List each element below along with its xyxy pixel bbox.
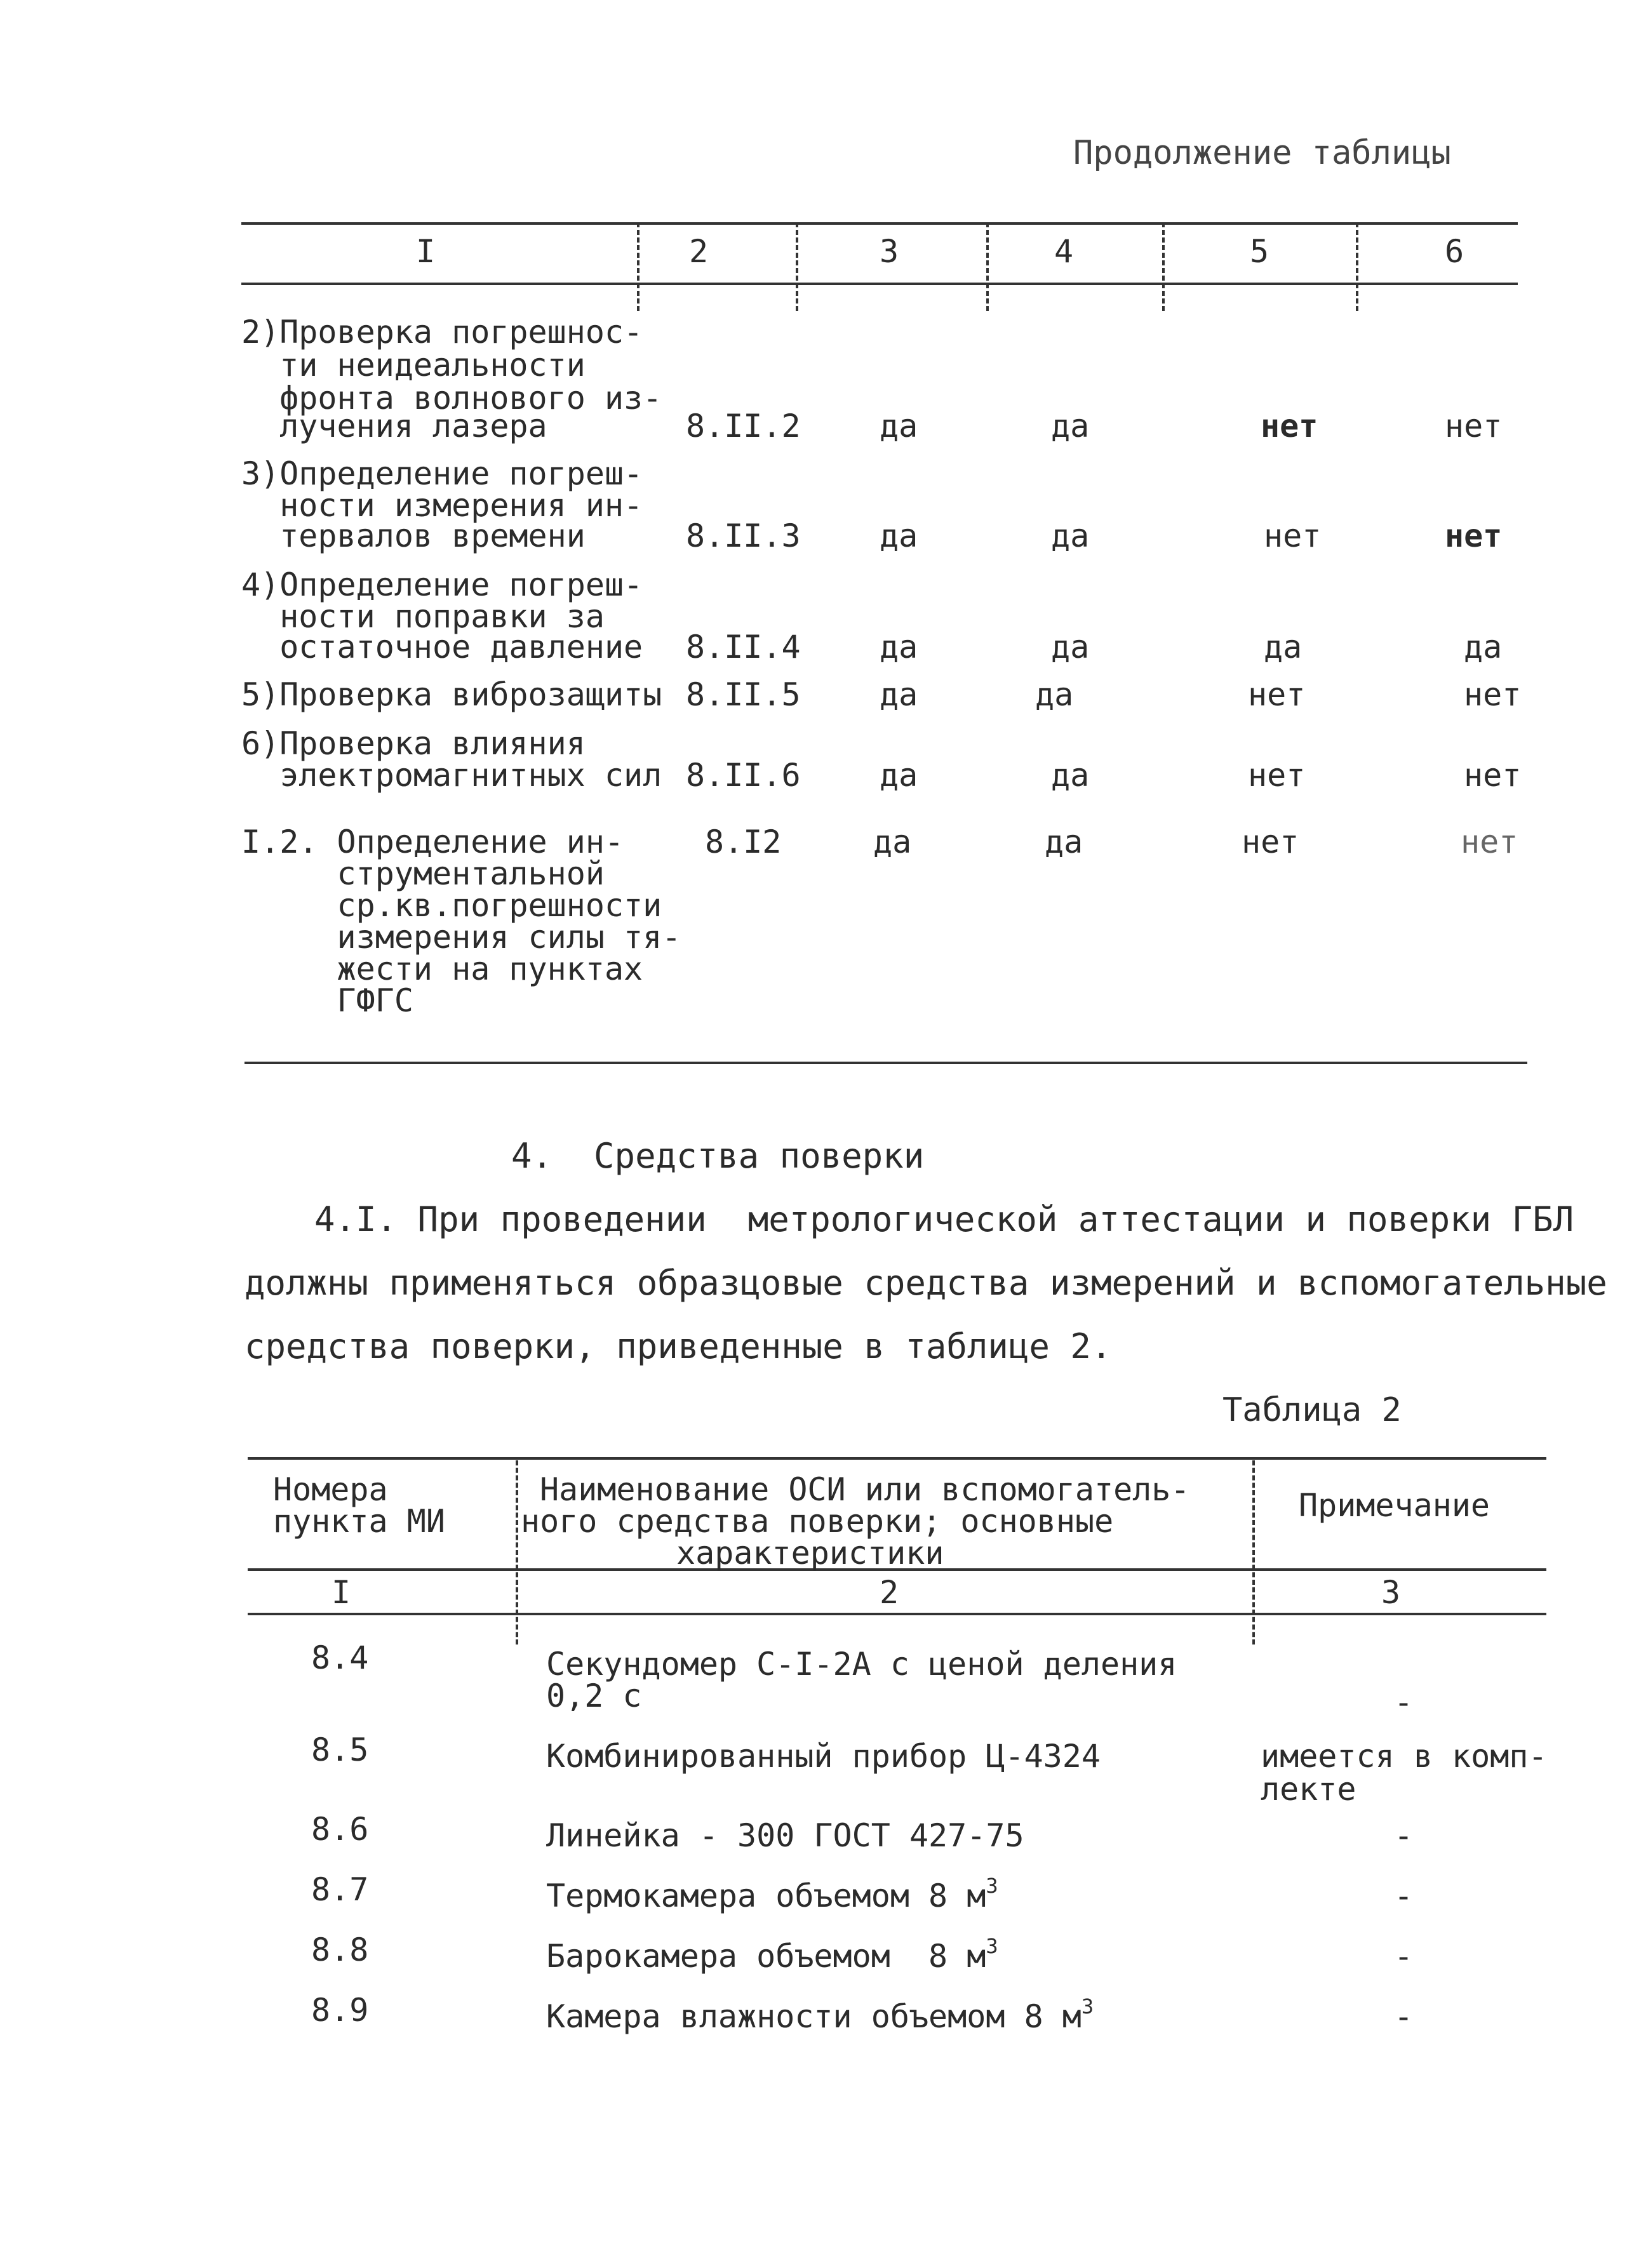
row-name-line: остаточное давление <box>241 629 643 665</box>
row-col6: нет <box>1445 408 1503 444</box>
table2-header-col3: Примечание <box>1299 1487 1490 1524</box>
row-name-line: ГФГС <box>241 982 413 1019</box>
row-col4: да <box>1051 629 1090 665</box>
row-col4: да <box>1051 408 1090 444</box>
section-heading: 4. Средства поверки <box>511 1136 925 1176</box>
row-note: - <box>1394 1938 1414 1975</box>
row-name-line: ср.кв.погрешности <box>241 887 662 924</box>
table1-header-col5: 5 <box>1250 233 1269 270</box>
row-col6: нет <box>1461 824 1518 860</box>
superscript: 3 <box>986 1874 998 1898</box>
row-note: - <box>1394 1817 1414 1854</box>
superscript: 3 <box>986 1934 998 1958</box>
table2-divider-2 <box>1252 1460 1255 1644</box>
row-name-line: 5)Проверка виброзащиты <box>241 676 662 713</box>
table2-header-col1-line: пункта МИ <box>273 1503 445 1540</box>
table2-header-col2-line: характеристики <box>676 1535 944 1571</box>
row-name-line: ти неидеальности <box>241 347 586 384</box>
row-col3: да <box>880 676 918 713</box>
row-ref: 8.I2 <box>705 824 782 860</box>
table2-header-col2-line: Наименование ОСИ или вспомогатель- <box>540 1471 1190 1508</box>
table2-number-col2: 2 <box>880 1574 899 1611</box>
row-num: 8.6 <box>311 1811 369 1848</box>
row-col4: да <box>1051 757 1090 794</box>
table2-number-rule <box>248 1613 1546 1615</box>
row-name-line: ности измерения ин- <box>241 487 643 524</box>
row-name-line: измерения силы тя- <box>241 919 681 956</box>
row-name-line: 2)Проверка погрешнос- <box>241 314 643 350</box>
row-col6: нет <box>1445 517 1503 554</box>
row-name-line: I.2. Определение ин- <box>241 824 624 860</box>
row-col5: нет <box>1261 408 1318 444</box>
section-paragraph-line: средства поверки, приведенные в таблице 2. <box>244 1326 1112 1366</box>
row-name-line <box>546 1934 998 1975</box>
row-col5: да <box>1264 629 1303 665</box>
row-num: 8.8 <box>311 1931 369 1968</box>
row-col4: да <box>1045 824 1083 860</box>
row-name-line: Линейка - 300 ГОСТ 427-75 <box>546 1817 1024 1854</box>
row-note: - <box>1394 1998 1414 2035</box>
row-col6: да <box>1464 629 1503 665</box>
row-name-line <box>546 1994 1094 2035</box>
table2-caption: Таблица 2 <box>1222 1391 1402 1429</box>
table2-header-col1-line: Номера <box>273 1471 388 1508</box>
row-name-text: Барокамера объемом 8 м <box>546 1938 986 1975</box>
row-name-line: 0,2 с <box>546 1678 642 1714</box>
table2-number-col1: I <box>331 1574 351 1611</box>
superscript: 3 <box>1081 1994 1094 2018</box>
row-name-text: Термокамера объемом 8 м <box>546 1878 986 1914</box>
table1-divider-3 <box>986 222 989 311</box>
row-ref: 8.II.4 <box>686 629 801 665</box>
table1-divider-1 <box>637 222 640 311</box>
row-name-line <box>546 1874 998 1914</box>
table1-header-col4: 4 <box>1054 233 1074 270</box>
row-name-line: 4)Определение погреш- <box>241 566 643 603</box>
row-col5: нет <box>1242 824 1299 860</box>
row-ref: 8.II.2 <box>686 408 801 444</box>
table1-divider-5 <box>1356 222 1358 311</box>
table1-header-col2: 2 <box>689 233 709 270</box>
row-col5: нет <box>1248 676 1306 713</box>
row-ref: 8.II.5 <box>686 676 801 713</box>
table2-header-col2-line: ного средства поверки; основные <box>521 1503 1114 1540</box>
row-col3: да <box>880 408 918 444</box>
row-name-line: электромагнитных сил <box>241 757 662 794</box>
row-name-line: струментальной <box>241 855 605 892</box>
table1-top-rule <box>241 222 1518 225</box>
table1-header-col3: 3 <box>880 233 899 270</box>
row-col6: нет <box>1464 757 1522 794</box>
table2-divider-1 <box>516 1460 518 1644</box>
row-name-line: ности поправки за <box>241 598 605 635</box>
section-paragraph-line: 4.I. При проведении метрологической аттестации и поверки ГБЛ <box>314 1199 1574 1239</box>
row-col3: да <box>880 517 918 554</box>
section-paragraph-line: должны применяться образцовые средства измерений и вспомогательные <box>244 1263 1607 1303</box>
row-num: 8.5 <box>311 1731 369 1768</box>
row-name-line: 6)Проверка влияния <box>241 725 586 762</box>
table1-bottom-rule <box>244 1062 1527 1064</box>
table1-divider-2 <box>796 222 798 311</box>
table1-header-rule <box>241 283 1518 285</box>
table2-top-rule <box>248 1457 1546 1460</box>
row-note: имеется в комп- лекте <box>1261 1738 1548 1808</box>
row-name-line: жести на пунктах <box>241 951 643 987</box>
row-name-line: Секундомер С-I-2А с ценой деления <box>546 1646 1177 1683</box>
row-name-line: лучения лазера <box>241 408 547 444</box>
row-col5: нет <box>1264 517 1322 554</box>
table1-header-col6: 6 <box>1445 233 1464 270</box>
table1-divider-4 <box>1162 222 1165 311</box>
row-col3: да <box>880 757 918 794</box>
row-ref: 8.II.3 <box>686 517 801 554</box>
row-num: 8.9 <box>311 1992 369 2029</box>
row-ref: 8.II.6 <box>686 757 801 794</box>
row-col4: да <box>1035 676 1074 713</box>
row-col4: да <box>1051 517 1090 554</box>
row-name-text: Камера влажности объемом 8 м <box>546 1998 1082 2035</box>
row-name-line: тервалов времени <box>241 517 586 554</box>
row-col5: нет <box>1248 757 1306 794</box>
row-num: 8.7 <box>311 1871 369 1908</box>
row-col3: да <box>873 824 912 860</box>
row-name-line: Комбинированный прибор Ц-4324 <box>546 1738 1101 1775</box>
row-num: 8.4 <box>311 1639 369 1676</box>
row-col6: нет <box>1464 676 1522 713</box>
row-name-line: 3)Определение погреш- <box>241 455 643 492</box>
continuation-caption: Продолжение таблицы <box>1073 134 1451 172</box>
table2-number-col3: 3 <box>1381 1574 1401 1611</box>
row-note: - <box>1394 1684 1414 1721</box>
table1-header-col1: I <box>416 233 436 270</box>
row-col3: да <box>880 629 918 665</box>
row-name-line: фронта волнового из- <box>241 380 662 417</box>
row-note: - <box>1394 1878 1414 1914</box>
